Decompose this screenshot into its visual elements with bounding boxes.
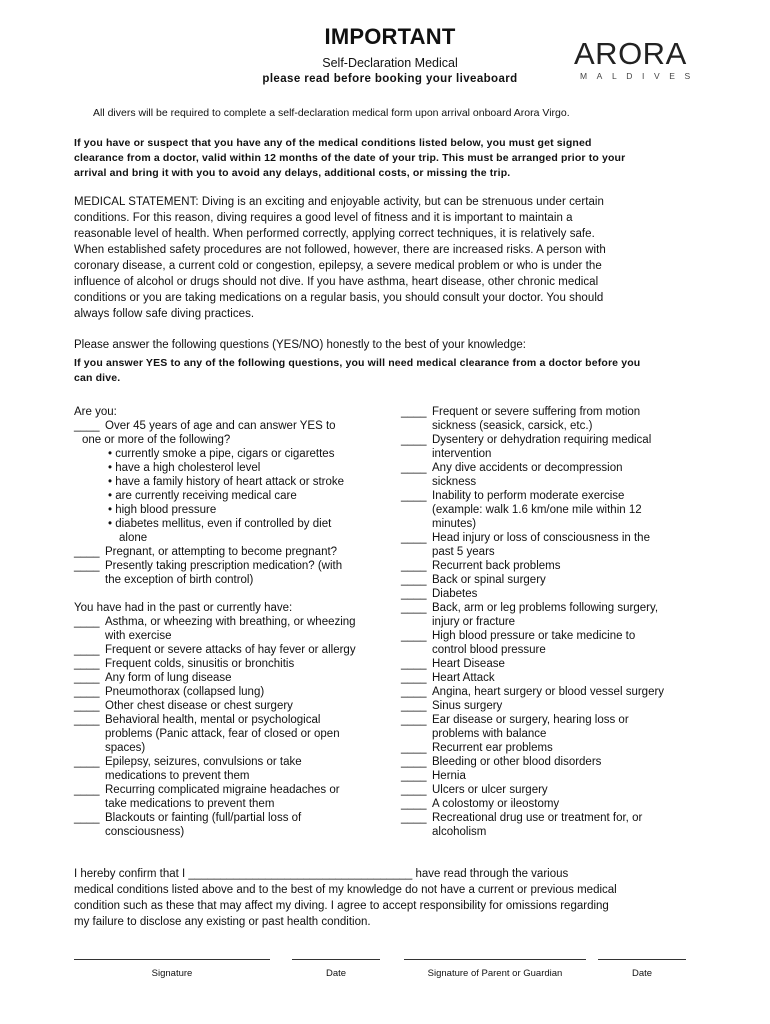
answer-blank[interactable]: ____ — [401, 770, 427, 782]
question-item — [401, 601, 701, 629]
clearance-line: arrival and bring it with you to avoid any delays, additional costs, or missing the trip. — [74, 167, 511, 179]
question-line: sickness (seasick, carsick, etc.) — [432, 420, 593, 432]
question-line: Back or spinal surgery — [432, 574, 546, 586]
answer-blank[interactable]: ____ — [401, 434, 427, 446]
date-label: Date — [325, 968, 347, 979]
question-line: Diabetes — [432, 588, 478, 600]
answer-blank[interactable]: ____ — [74, 812, 100, 824]
answer-blank[interactable]: ____ — [401, 462, 427, 474]
question-line: Sinus surgery — [432, 700, 503, 712]
question-item — [401, 657, 701, 671]
question-text — [105, 783, 394, 811]
question-item — [401, 769, 701, 783]
statement-line: conditions or you are taking medications on a regular basis, you should consult your doctor. You should — [74, 292, 604, 304]
question-line: Recurrent ear problems — [432, 742, 553, 754]
question-item — [74, 713, 394, 755]
instructions-bold — [74, 356, 704, 386]
question-line: consciousness) — [105, 826, 185, 838]
bullet-item: • diabetes mellitus, even if controlled by diet — [108, 518, 332, 530]
question-text — [432, 405, 701, 433]
question-item — [401, 559, 701, 573]
question-item — [74, 699, 394, 713]
question-line: Epilepsy, seizures, convulsions or take — [105, 756, 302, 768]
clearance-line: clearance from a doctor, valid within 12 months of the date of your trip. This must be arranged prior to your — [74, 152, 626, 164]
question-line: spaces) — [105, 742, 146, 754]
arora-logo — [574, 38, 704, 88]
question-item — [401, 713, 701, 741]
question-text: Pregnant, or attempting to become pregnant? — [105, 546, 338, 558]
answer-blank[interactable]: ____ — [74, 686, 100, 698]
question-line: alcoholism — [432, 826, 487, 838]
statement-line: coronary disease, a current cold or congestion, epilepsy, a severe medical problem or who is under the — [74, 260, 602, 272]
question-line: medications to prevent them — [105, 770, 250, 782]
answer-blank[interactable]: ____ — [401, 672, 427, 684]
medical-statement — [74, 194, 674, 322]
date-field[interactable] — [292, 953, 380, 979]
question-text — [432, 811, 701, 839]
question-text — [432, 685, 701, 699]
question-line: High blood pressure or take medicine to — [432, 630, 636, 642]
question-text — [432, 489, 701, 531]
question-item — [401, 671, 701, 685]
question-item — [401, 405, 701, 433]
answer-blank[interactable]: ____ — [401, 560, 427, 572]
statement-line: always follow safe diving practices. — [74, 308, 255, 320]
signature-label: Signature — [151, 968, 193, 979]
question-text — [432, 601, 701, 629]
question-line: take medications to prevent them — [105, 798, 275, 810]
question-item — [74, 615, 394, 643]
answer-blank[interactable]: ____ — [401, 798, 427, 810]
answer-blank[interactable]: ____ — [74, 756, 100, 768]
answer-blank[interactable]: ____ — [74, 784, 100, 796]
confirmation-statement — [74, 866, 694, 930]
question-line: Recurrent back problems — [432, 560, 561, 572]
answer-blank[interactable]: ____ — [401, 406, 427, 418]
question-item — [74, 545, 394, 559]
question-line: Heart Disease — [432, 658, 505, 670]
question-line: (example: walk 1.6 km/one mile within 12 — [432, 504, 642, 516]
question-item — [74, 755, 394, 783]
question-text — [105, 615, 394, 643]
past-heading: You have had in the past or currently have: — [74, 602, 293, 614]
guardian-signature-label: Signature of Parent or Guardian — [427, 968, 563, 979]
confirm-line: condition such as these that may affect my diving. I agree to accept responsibility for omissions regarding — [74, 900, 609, 912]
question-line: Ear disease or surgery, hearing loss or — [432, 714, 629, 726]
question-line: Behavioral health, mental or psychological — [105, 714, 321, 726]
question-line: Head injury or loss of consciousness in the — [432, 532, 650, 544]
guardian-date-field[interactable] — [598, 953, 686, 979]
question-text — [432, 573, 701, 587]
question-item — [401, 811, 701, 839]
page-subtitle-note: please read before booking your liveaboard — [262, 73, 518, 85]
question-item — [401, 461, 701, 489]
clearance-line: If you have or suspect that you have any of the medical conditions listed below, you must get signed — [74, 137, 592, 149]
question-item — [401, 573, 701, 587]
question-text — [432, 797, 701, 811]
guardian-signature-field[interactable] — [404, 953, 586, 979]
question-text — [432, 741, 701, 755]
answer-blank[interactable]: ____ — [401, 630, 427, 642]
question-line: Other chest disease or chest surgery — [105, 700, 293, 712]
question-line: Any dive accidents or decompression — [432, 462, 623, 474]
question-text — [105, 685, 394, 699]
question-line: minutes) — [432, 518, 477, 530]
question-line: Recurring complicated migraine headaches or — [105, 784, 340, 796]
question-line: the exception of birth control) — [105, 574, 254, 586]
answer-blank[interactable]: ____ — [401, 588, 427, 600]
question-item — [74, 559, 394, 587]
statement-line: reasonable level of health. When performed correctly, applying correct techniques, it is relatively safe. — [74, 228, 595, 240]
confirm-line: I hereby confirm that I ___________________________________ have read through the various — [74, 868, 569, 880]
question-line: Angina, heart surgery or blood vessel surgery — [432, 686, 665, 698]
answer-blank[interactable]: ____ — [74, 546, 100, 558]
answer-blank[interactable]: ____ — [74, 658, 100, 670]
statement-line: MEDICAL STATEMENT: Diving is an exciting and enjoyable activity, but can be strenuous under certain — [74, 196, 604, 208]
question-line: Recreational drug use or treatment for, or — [432, 812, 643, 824]
clearance-notice — [74, 136, 694, 181]
instructions-bold-line: can dive. — [74, 372, 121, 384]
question-line: Pneumothorax (collapsed lung) — [105, 686, 265, 698]
guardian-date-label: Date — [631, 968, 653, 979]
question-line: Bleeding or other blood disorders — [432, 756, 602, 768]
question-line: Blackouts or fainting (full/partial loss of — [105, 812, 302, 824]
question-item — [74, 643, 394, 657]
question-item — [401, 433, 701, 461]
question-item — [401, 755, 701, 769]
question-item — [401, 531, 701, 559]
question-item — [74, 419, 394, 433]
logo-tagline: MALDIVES — [580, 71, 700, 81]
question-line: problems with balance — [432, 728, 547, 740]
bullet-item: • are currently receiving medical care — [108, 490, 297, 502]
question-line: problems (Panic attack, fear of closed or open — [105, 728, 340, 740]
bullet-item: • currently smoke a pipe, cigars or cigarettes — [108, 448, 335, 460]
question-line: intervention — [432, 448, 492, 460]
page-subtitle: Self-Declaration Medical — [322, 56, 458, 70]
question-text — [105, 755, 394, 783]
question-line: injury or fracture — [432, 616, 516, 628]
question-text — [432, 461, 701, 489]
past-conditions-list — [74, 615, 394, 839]
answer-blank[interactable]: ____ — [74, 560, 100, 572]
question-line: sickness — [432, 476, 477, 488]
answer-blank[interactable]: ____ — [74, 644, 100, 656]
question-text — [432, 713, 701, 741]
answer-blank[interactable]: ____ — [401, 658, 427, 670]
logo-wordmark: ARORA — [574, 36, 687, 71]
bullet-item: • have a family history of heart attack or stroke — [108, 476, 345, 488]
question-text — [105, 671, 394, 685]
question-item — [74, 657, 394, 671]
page-title: IMPORTANT — [324, 24, 456, 49]
question-text — [105, 699, 394, 713]
question-text-cont: one or more of the following? — [82, 434, 231, 446]
question-text — [432, 629, 701, 657]
question-text — [432, 531, 701, 559]
answer-blank[interactable]: ____ — [74, 616, 100, 628]
are-you-heading: Are you: — [74, 406, 117, 418]
question-item — [401, 587, 701, 601]
bullet-item: • have a high cholesterol level — [108, 462, 261, 474]
question-item — [401, 741, 701, 755]
question-item — [401, 699, 701, 713]
question-text — [105, 643, 394, 657]
answer-blank[interactable]: ____ — [401, 812, 427, 824]
answer-blank[interactable]: ____ — [401, 574, 427, 586]
question-text — [432, 671, 701, 685]
statement-line: influence of alcohol or drugs should not dive. If you have asthma, heart disease, other chronic medical — [74, 276, 599, 288]
question-text — [432, 769, 701, 783]
answer-blank[interactable]: ____ — [401, 700, 427, 712]
answer-blank[interactable]: ____ — [401, 742, 427, 754]
question-text — [105, 657, 394, 671]
answer-blank[interactable]: ____ — [401, 602, 427, 614]
signature-row — [0, 953, 770, 983]
question-item — [74, 783, 394, 811]
question-item — [401, 783, 701, 797]
instructions-bold-line: If you answer YES to any of the following questions, you will need medical clearance from a doctor before you — [74, 357, 641, 369]
question-text — [432, 699, 701, 713]
question-line: control blood pressure — [432, 644, 546, 656]
instructions: Please answer the following questions (YES/NO) honestly to the best of your knowledge: — [74, 339, 526, 351]
question-item — [401, 489, 701, 531]
question-item — [401, 629, 701, 657]
question-text — [432, 755, 701, 769]
answer-blank[interactable]: ____ — [74, 672, 100, 684]
answer-blank[interactable]: ____ — [74, 714, 100, 726]
answer-blank[interactable]: ____ — [401, 784, 427, 796]
statement-line: When established safety procedures are not followed, however, there are increased risks. A person with — [74, 244, 606, 256]
question-line: Presently taking prescription medication? (with — [105, 560, 343, 572]
question-line: A colostomy or ileostomy — [432, 798, 560, 810]
signature-field[interactable] — [74, 953, 270, 979]
confirm-line: my failure to disclose any existing or past health condition. — [74, 916, 371, 928]
answer-blank[interactable]: ____ — [401, 490, 427, 502]
question-line: Hernia — [432, 770, 466, 782]
intro-text: All divers will be required to complete a self-declaration medical form upon arrival onboard Arora Virgo. — [93, 107, 570, 119]
questions-right-column — [401, 405, 701, 839]
bullet-item: • high blood pressure — [108, 504, 217, 516]
question-line: Dysentery or dehydration requiring medical — [432, 434, 652, 446]
question-line: Back, arm or leg problems following surgery, — [432, 602, 659, 614]
answer-blank[interactable]: ____ — [74, 700, 100, 712]
question-line: Frequent or severe attacks of hay fever or allergy — [105, 644, 356, 656]
question-line: past 5 years — [432, 546, 495, 558]
question-text — [432, 587, 701, 601]
question-text — [105, 559, 394, 587]
answer-blank[interactable]: ____ — [401, 532, 427, 544]
question-text — [432, 783, 701, 797]
questions-left-column — [74, 405, 394, 839]
answer-blank[interactable]: ____ — [401, 756, 427, 768]
question-item — [401, 685, 701, 699]
question-item — [74, 685, 394, 699]
question-item — [401, 797, 701, 811]
question-text — [105, 713, 394, 755]
question-text — [105, 811, 394, 839]
confirm-line: medical conditions listed above and to the best of my knowledge do not have a current or previous medical — [74, 884, 617, 896]
question-line: with exercise — [105, 630, 172, 642]
question-text — [432, 433, 701, 461]
question-line: Frequent or severe suffering from motion — [432, 406, 641, 418]
question-line: Heart Attack — [432, 672, 495, 684]
bullet-item-cont: alone — [119, 532, 148, 544]
answer-blank[interactable]: ____ — [401, 686, 427, 698]
question-text — [432, 657, 701, 671]
question-text: Over 45 years of age and can answer YES to — [105, 420, 336, 432]
question-line: Asthma, or wheezing with breathing, or wheezing — [105, 616, 356, 628]
answer-blank[interactable]: ____ — [401, 714, 427, 726]
question-line: Any form of lung disease — [105, 672, 232, 684]
question-line: Frequent colds, sinusitis or bronchitis — [105, 658, 295, 670]
question-text — [432, 559, 701, 573]
statement-line: conditions. For this reason, diving requires a good level of fitness and it is important to maintain a — [74, 212, 573, 224]
question-line: Ulcers or ulcer surgery — [432, 784, 548, 796]
question-line: Inability to perform moderate exercise — [432, 490, 625, 502]
question-item — [74, 811, 394, 839]
answer-blank[interactable]: ____ — [74, 420, 100, 432]
question-item — [74, 671, 394, 685]
